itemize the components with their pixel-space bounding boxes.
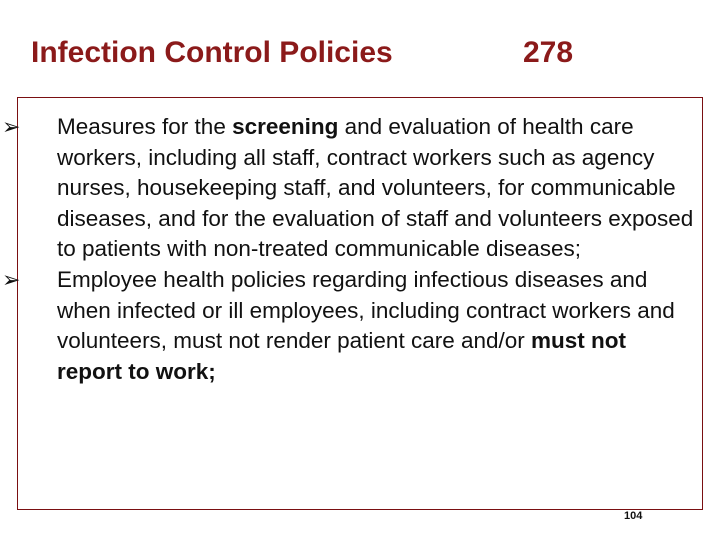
bullet-list xyxy=(0,112,720,387)
slide-number-label: 278 xyxy=(523,36,574,69)
bullet-text: and evaluation of health care workers, including all staff, contract workers such as agency nurses, housekeeping staff, and volunteers, for communicable diseases, and for the evaluation of staff and volunteers exposed to patients with non-treated communicable diseases; xyxy=(57,114,694,262)
bullet-bold-text: must not report to work; xyxy=(57,328,627,384)
page-number: 104 xyxy=(624,510,643,522)
bullet-text: Employee health policies regarding infectious diseases and when infected or ill employees, including contract workers and volunteers, must not render patient care and/or xyxy=(57,266,675,354)
bullet-text: Measures for the xyxy=(57,114,233,139)
slide-title: Infection Control Policies xyxy=(31,36,393,69)
bullet-item xyxy=(0,112,720,265)
bullet-item xyxy=(0,265,720,387)
arrow-bullet-icon: ➢ xyxy=(2,114,21,139)
arrow-bullet-icon: ➢ xyxy=(2,266,21,292)
bullet-bold-text: screening xyxy=(232,114,339,139)
